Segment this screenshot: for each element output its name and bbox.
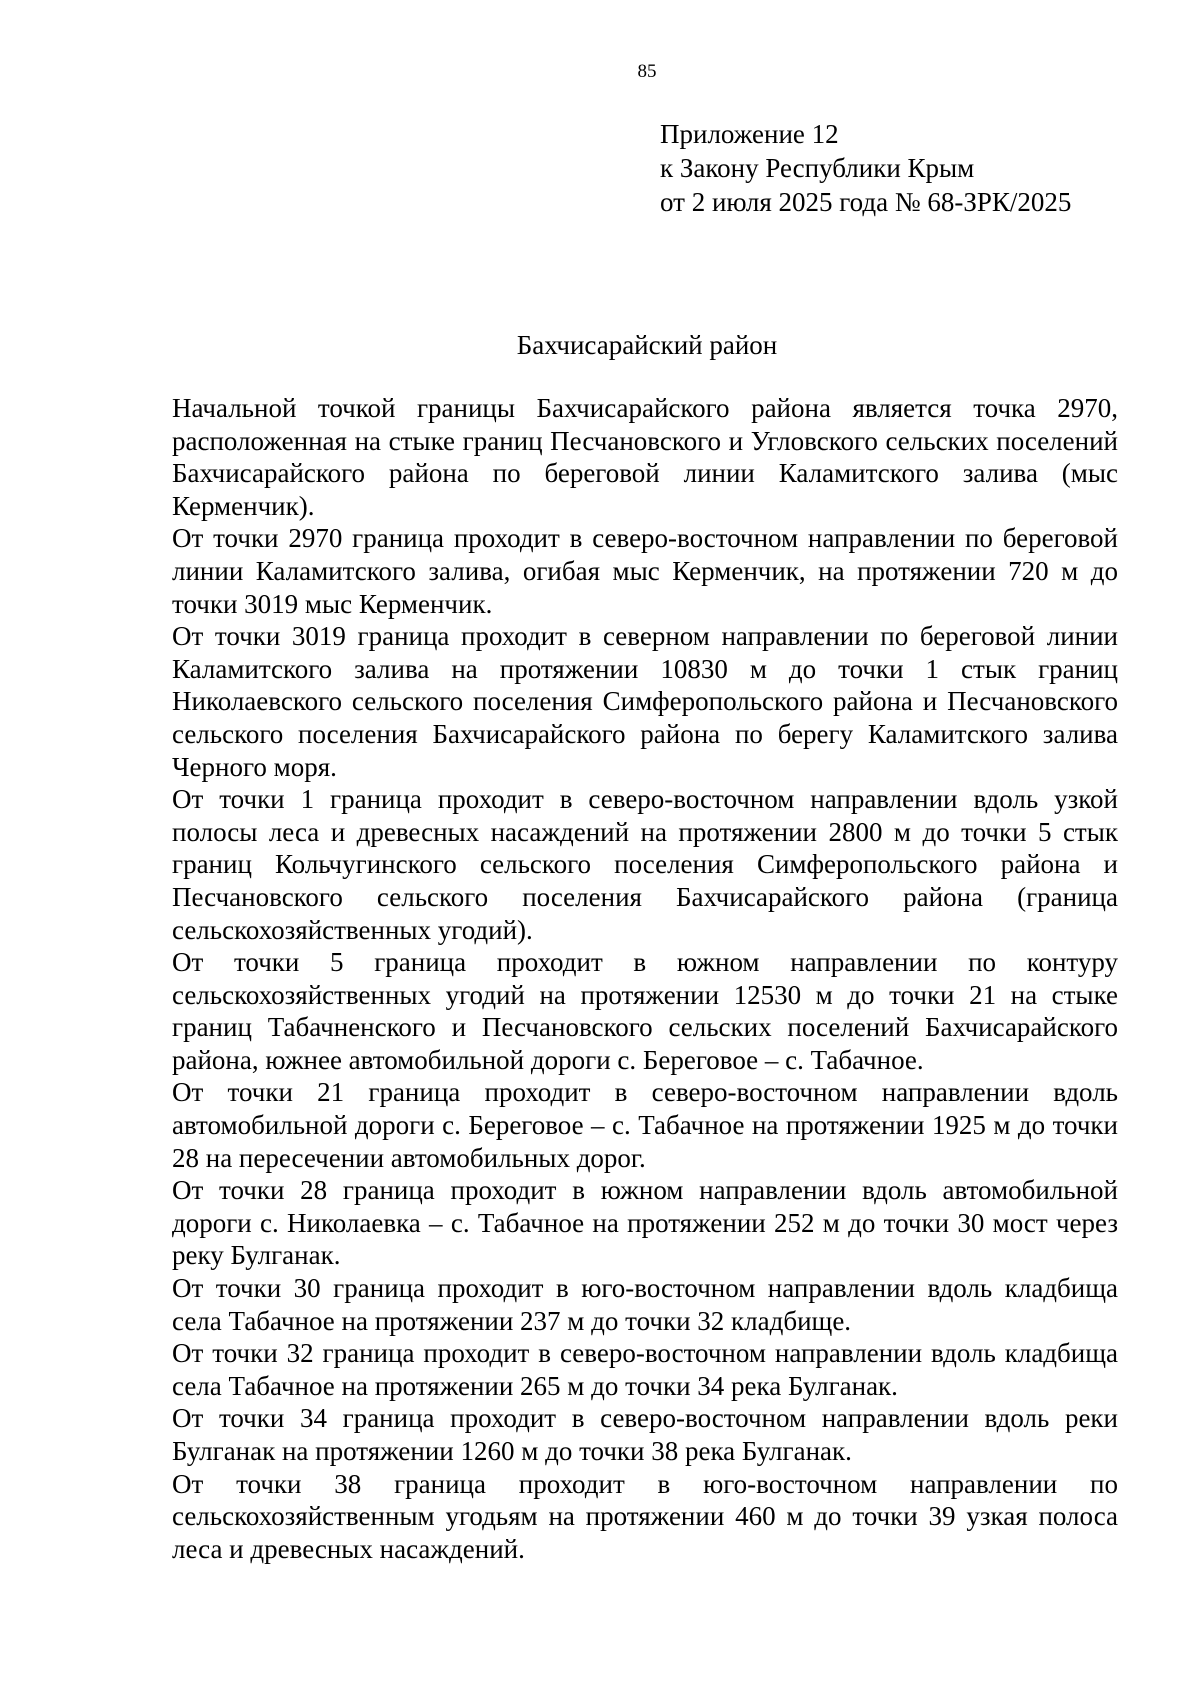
annex-line-law: к Закону Республики Крым [660, 153, 975, 183]
paragraph: От точки 5 граница проходит в южном направлении по контуру сельскохозяйственных угодий на протяжении 12530 м до точки 21 на стыке границ Табачненского и Песчановского сельских поселений Бахчисарайского района, южнее автомобильной дороги с. Береговое – с. Табачное. [172, 947, 1118, 1075]
annex-header [660, 117, 1071, 219]
paragraph: От точки 30 граница проходит в юго-восточном направлении вдоль кладбища села Табачное на протяжении 237 м до точки 32 кладбище. [172, 1273, 1118, 1336]
paragraph: От точки 28 граница проходит в южном направлении вдоль автомобильной дороги с. Николаевка – с. Табачное на протяжении 252 м до точки 30 мост через реку Булганак. [172, 1175, 1118, 1271]
paragraph: От точки 3019 граница проходит в северном направлении по береговой линии Каламитского залива на протяжении 10830 м до точки 1 стык границ Николаевского сельского поселения Симферопольского района и Песчановского сельского поселения Бахчисарайского района по берегу Каламитского залива Черного моря. [172, 621, 1118, 782]
paragraph: От точки 38 граница проходит в юго-восточном направлении по сельскохозяйственным угодьям на протяжении 460 м до точки 39 узкая полоса леса и древесных насаждений. [172, 1468, 1118, 1564]
annex-line-appendix: Приложение 12 [660, 119, 839, 149]
paragraph: От точки 2970 граница проходит в северо-восточном направлении по береговой линии Каламитского залива, огибая мыс Керменчик, на протяжении 720 м до точки 3019 мыс Керменчик. [172, 523, 1118, 619]
document-body [172, 392, 1118, 1565]
paragraph: От точки 1 граница проходит в северо-восточном направлении вдоль узкой полосы леса и древесных насаждений на протяжении 2800 м до точки 5 стык границ Кольчугинского сельского поселения Симферопольского района и Песчановского сельского поселения Бахчисарайского района (граница сельскохозяйственных угодий). [172, 784, 1118, 945]
paragraph: Начальной точкой границы Бахчисарайского района является точка 2970, расположенная на стыке границ Песчановского и Угловского сельских поселений Бахчисарайского района по береговой линии Каламитского залива (мыс Керменчик). [172, 393, 1118, 521]
paragraph: От точки 34 граница проходит в северо-восточном направлении вдоль реки Булганак на протяжении 1260 м до точки 38 река Булганак. [172, 1403, 1118, 1466]
paragraph: От точки 21 граница проходит в северо-восточном направлении вдоль автомобильной дороги с. Береговое – с. Табачное на протяжении 1925 м до точки 28 на пересечении автомобильных дорог. [172, 1077, 1118, 1173]
district-title: Бахчисарайский район [516, 330, 778, 360]
paragraph: От точки 32 граница проходит в северо-восточном направлении вдоль кладбища села Табачное на протяжении 265 м до точки 34 река Булганак. [172, 1338, 1118, 1401]
annex-line-date: от 2 июля 2025 года № 68-ЗРК/2025 [660, 187, 1072, 217]
page-number: 85 [637, 61, 657, 82]
